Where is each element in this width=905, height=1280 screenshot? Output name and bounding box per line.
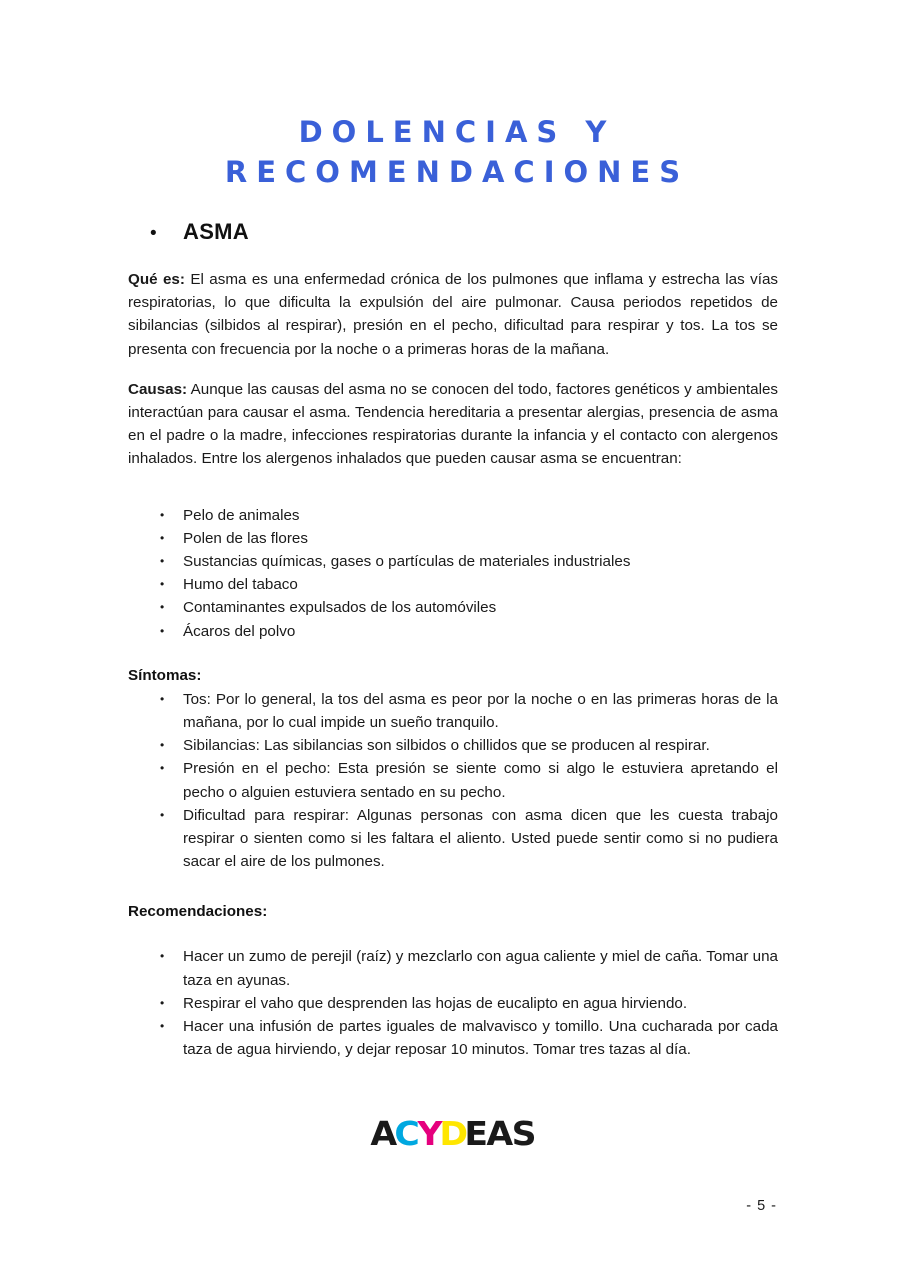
title-line-1: DOLENCIAS Y (298, 115, 616, 149)
bullet-icon: • (150, 223, 157, 244)
spacer (128, 924, 778, 945)
list-item: • Contaminantes expulsados de los automóviles (128, 596, 778, 619)
list-item: • Humo del tabaco (128, 573, 778, 596)
list-item: • Ácaros del polvo (128, 620, 778, 643)
section-heading-recomendaciones: Recomendaciones: (128, 903, 268, 921)
logo-letter-c: C (394, 1114, 419, 1153)
list-item: • Presión en el pecho: Esta presión se siente como si algo le estuviera apretando el pecho o alguien estuviera sentado en su pecho. (128, 757, 778, 803)
paragraph-causas (128, 378, 778, 471)
list-item: • Tos: Por lo general, la tos del asma es peor por la noche o en las primeras horas de la mañana, por lo cual impide un sueño tranquilo. (128, 688, 778, 734)
paragraph-lead-que-es: Qué es: (128, 271, 185, 288)
paragraph-text-causas: Aunque las causas del asma no se conocen del todo, factores genéticos y ambientales interactúan para causar el asma. Tendencia hereditaria a presentar alergias, presencia de asma en el padre o la madre, infecciones respiratorias durante la infancia y el contacto con alergenos inhalados. Entre los alergenos inhalados que pueden causar asma se encuentran: (128, 380, 778, 468)
page-number: - 5 - (746, 1198, 777, 1214)
list-item: • Dificultad para respirar: Algunas personas con asma dicen que les cuesta trabajo respirar o sienten como si les faltara el aliento. Usted puede sentir como si no pudiera sacar el aire de los pulmones. (128, 804, 778, 874)
list-sintomas (128, 688, 778, 874)
logo-letters-eas: EAS (464, 1114, 536, 1153)
paragraph-text-que-es: El asma es una enfermedad crónica de los pulmones que inflama y estrecha las vías respiratorias, lo que dificulta la expulsión del aire pulmonar. Causa periodos repetidos de sibilancias (silbidos al respirar), presión en el pecho, dificultad para respirar y tos. La tos se presenta con frecuencia por la noche o a primeras horas de la mañana. (128, 271, 778, 358)
paragraph-que-es (128, 268, 778, 361)
list-item: • Sustancias químicas, gases o partículas de materiales industriales (128, 550, 778, 573)
list-item: • Hacer una infusión de partes iguales de malvavisco y tomillo. Una cucharada por cada taza de agua hirviendo, y dejar reposar 10 minutos. Tomar tres tazas al día. (128, 1015, 778, 1061)
list-alergenos (128, 504, 778, 643)
list-item: • Pelo de animales (128, 504, 778, 527)
spacer (128, 488, 778, 504)
acydeas-logo (0, 1114, 905, 1154)
logo-letter-d: D (439, 1114, 468, 1153)
title-line-2: RECOMENDACIONES (224, 155, 690, 189)
list-item: • Hacer un zumo de perejil (raíz) y mezclarlo con agua caliente y miel de caña. Tomar una taza en ayunas. (128, 945, 778, 991)
list-item: • Sibilancias: Las sibilancias son silbidos o chillidos que se producen al respirar. (128, 734, 778, 757)
list-item: • Polen de las flores (128, 527, 778, 550)
paragraph-lead-causas: Causas: (128, 380, 188, 398)
document-title (0, 112, 905, 192)
logo-letter-y: Y (417, 1114, 442, 1153)
spacer (128, 643, 778, 664)
spacer (128, 873, 778, 900)
logo-letter-a: A (370, 1114, 396, 1153)
section-heading-asma (150, 218, 750, 248)
document-content (128, 268, 778, 1061)
section-heading-sintomas: Síntomas: (128, 666, 202, 684)
list-recomendaciones (128, 945, 778, 1061)
section-heading-label: ASMA (183, 219, 249, 244)
list-item: • Respirar el vaho que desprenden las hojas de eucalipto en agua hirviendo. (128, 992, 778, 1015)
page-footer (0, 1198, 905, 1214)
